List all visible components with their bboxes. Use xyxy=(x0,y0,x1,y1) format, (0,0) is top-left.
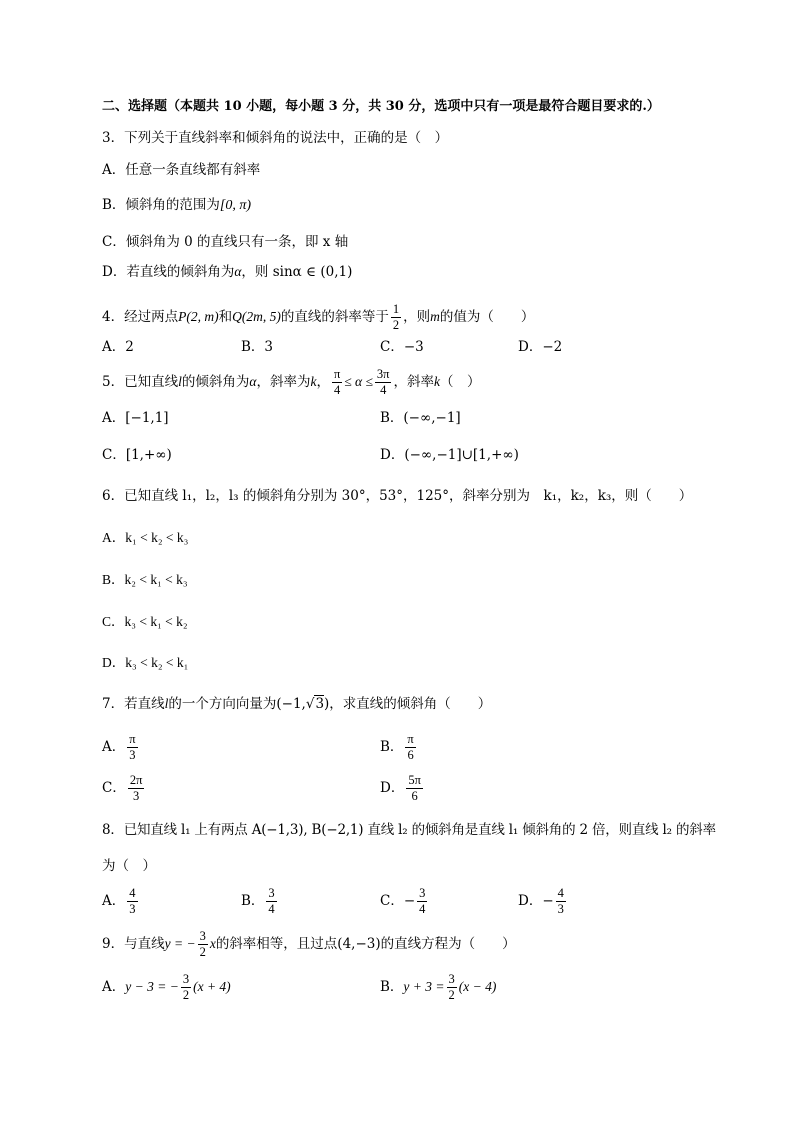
option-fraction xyxy=(127,886,137,917)
question-8-option-b xyxy=(241,884,279,918)
fraction-numerator: 2π xyxy=(129,773,143,787)
fraction-numerator: 1 xyxy=(392,302,400,316)
question-6-option-d: D．k₃ < k₂ < k₁ xyxy=(102,655,189,670)
q7-stem-part1: 7．若直线 xyxy=(102,696,165,712)
fraction-denominator: 2 xyxy=(199,945,206,959)
point-p: P(2, m) xyxy=(178,309,219,324)
q5-stem-part1: 5．已知直线 xyxy=(102,374,179,390)
fraction-numerator: π xyxy=(129,732,136,746)
option-label: B． xyxy=(380,979,404,995)
fraction-numerator: 5π xyxy=(408,773,421,787)
fraction-denominator: 2 xyxy=(448,988,455,1002)
option-fraction xyxy=(406,773,423,804)
option-fraction xyxy=(266,886,276,917)
question-9-stem xyxy=(102,927,516,961)
option-label: D． xyxy=(380,780,405,796)
option-label: C． xyxy=(102,780,126,796)
equation-left: y − 3 = − xyxy=(125,979,179,994)
option-label: A． xyxy=(102,739,126,755)
question-6-option-c: C．k₃ < k₁ < k₂ xyxy=(102,614,188,629)
point-q: Q(2m, 5) xyxy=(232,309,281,324)
line-l: l xyxy=(178,374,182,389)
option-label: B． xyxy=(241,893,265,909)
fraction-denominator: 3 xyxy=(129,748,136,762)
option-fraction xyxy=(128,773,145,804)
option-d-rest: ，则 sinα ∈ (0,1) xyxy=(241,264,353,280)
question-5-option-a: A．[−1,1] xyxy=(102,410,169,426)
question-7-option-a xyxy=(102,730,140,764)
question-8-option-c xyxy=(380,884,429,918)
q9-stem-part2: 的斜率相等，且过点(4,−3)的直线方程为（ ） xyxy=(215,936,516,952)
question-4-option-a: A．2 xyxy=(102,339,134,355)
option-fraction xyxy=(447,972,457,1003)
question-4-option-b: B．3 xyxy=(241,339,274,355)
question-3-stem: 3．下列关于直线斜率和倾斜角的说法中，正确的是（ ） xyxy=(102,130,449,146)
fraction-denominator: 3 xyxy=(557,902,564,916)
equation-right: (x + 4) xyxy=(193,979,231,994)
question-4-option-c: C．−3 xyxy=(380,339,424,355)
question-7-option-b xyxy=(380,730,418,764)
fraction-denominator: 4 xyxy=(419,902,426,916)
option-label: A． xyxy=(102,893,126,909)
option-fraction xyxy=(417,886,427,917)
section-title: 二、选择题（本题共 10 小题，每小题 3 分，共 30 分，选项中只有一项是最符合题目要求的.） xyxy=(102,99,660,114)
lower-bound-fraction xyxy=(332,367,342,398)
fraction-denominator: 6 xyxy=(411,789,418,803)
slope-fraction xyxy=(198,929,208,960)
radicand: 3 xyxy=(315,696,325,712)
fraction-numerator: 3 xyxy=(182,972,190,986)
question-8-stem-line1: 8．已知直线 l₁ 上有两点 A(−1,3), B(−2,1) 直线 l₂ 的倾斜角是直线 l₁ 倾斜角的 2 倍，则直线 l₂ 的斜率 xyxy=(102,822,716,838)
option-fraction xyxy=(405,732,415,763)
question-7-option-d xyxy=(380,771,425,805)
fraction-denominator: 3 xyxy=(129,902,136,916)
fraction-numerator: 3π xyxy=(376,367,390,381)
line-l: l xyxy=(164,696,169,711)
equation-right: (x − 4) xyxy=(458,979,497,994)
option-fraction xyxy=(556,886,566,917)
slope-fraction xyxy=(391,302,401,333)
q5-stem-part3: ，斜率为 xyxy=(256,374,311,390)
fraction-denominator: 2 xyxy=(182,988,190,1002)
question-6-option-b: B．k₂ < k₁ < k₃ xyxy=(102,572,188,587)
fraction-denominator: 4 xyxy=(333,383,341,397)
fraction-numerator: 3 xyxy=(268,886,275,900)
question-3-option-c: C．倾斜角为 0 的直线只有一条，即 x 轴 xyxy=(102,234,349,250)
fraction-numerator: 3 xyxy=(199,929,206,943)
question-3-option-b xyxy=(102,196,251,215)
option-label: A． xyxy=(102,979,126,995)
q5-stem-part2: 的倾斜角为 xyxy=(181,374,250,390)
fraction-numerator: π xyxy=(407,732,414,746)
question-9-option-b xyxy=(380,970,496,1004)
option-d-text: D．若直线的倾斜角为 xyxy=(102,264,235,280)
question-7-stem xyxy=(102,695,491,713)
q5-stem-part5: ，斜率 xyxy=(393,374,434,390)
option-label: D．− xyxy=(518,893,554,909)
slope-k: k xyxy=(433,374,440,389)
variable-x: x xyxy=(209,936,216,951)
option-label: B． xyxy=(380,739,404,755)
question-6-stem: 6．已知直线 l₁，l₂，l₃ 的倾斜角分别为 30°，53°，125°，斜率分别为 k₁，k₂，k₃，则（ ） xyxy=(102,488,693,504)
fraction-numerator: 3 xyxy=(419,886,426,900)
q4-stem-part1: 4．经过两点 xyxy=(102,309,179,325)
equation-left: y = − xyxy=(164,936,196,951)
question-8-stem-line2: 为（ ） xyxy=(102,858,156,874)
question-8-option-d xyxy=(518,884,568,918)
question-7-option-c xyxy=(102,771,146,805)
angle-alpha: α xyxy=(249,374,257,389)
fraction-denominator: 4 xyxy=(380,383,387,397)
fraction-numerator: 4 xyxy=(129,886,136,900)
q5-stem-part6: （ ） xyxy=(439,374,481,390)
question-4-stem xyxy=(102,300,534,334)
q7-stem-part2: 的一个方向向量为(−1, xyxy=(168,696,306,712)
q4-stem-part2: 的直线的斜率等于 xyxy=(280,309,389,325)
sqrt-icon: √ xyxy=(305,696,315,712)
fraction-denominator: 2 xyxy=(392,318,400,332)
question-3-option-d xyxy=(102,263,352,281)
inequality: ≤ α ≤ xyxy=(344,374,373,389)
upper-bound-fraction xyxy=(375,367,392,398)
question-3-option-a: A．任意一条直线都有斜率 xyxy=(102,162,261,178)
option-b-interval: [0, π) xyxy=(219,198,252,213)
option-fraction xyxy=(127,732,137,763)
q4-stem-part3: ，则 xyxy=(403,309,431,325)
option-label: C．− xyxy=(380,893,416,909)
option-fraction xyxy=(181,972,191,1003)
fraction-numerator: 4 xyxy=(557,886,564,900)
question-5-option-c: C．[1,+∞) xyxy=(102,447,172,463)
question-9-option-a xyxy=(102,970,231,1004)
equation-left: y + 3 = xyxy=(403,979,445,994)
q7-stem-part3: )，求直线的倾斜角（ ） xyxy=(324,696,492,712)
q4-and: 和 xyxy=(218,309,233,325)
option-d-alpha: α xyxy=(234,264,242,279)
fraction-denominator: 3 xyxy=(133,789,140,803)
variable-m: m xyxy=(430,309,440,324)
question-4-option-d: D．−2 xyxy=(518,339,563,355)
q5-stem-part4: ， xyxy=(316,374,330,390)
question-8-option-a xyxy=(102,884,140,918)
fraction-numerator: π xyxy=(333,367,341,381)
question-5-option-d: D．(−∞,−1]∪[1,+∞) xyxy=(380,447,519,463)
fraction-numerator: 3 xyxy=(448,972,455,986)
fraction-denominator: 4 xyxy=(268,902,275,916)
question-5-option-b: B．(−∞,−1] xyxy=(380,410,461,426)
fraction-denominator: 6 xyxy=(407,748,414,762)
question-6-option-a: A．k₁ < k₂ < k₃ xyxy=(102,530,189,545)
q4-stem-part4: 的值为（ ） xyxy=(439,309,535,325)
slope-k: k xyxy=(310,374,317,389)
option-b-text: B．倾斜角的范围为 xyxy=(102,197,220,213)
q9-stem-part1: 9．与直线 xyxy=(102,936,165,952)
question-5-stem xyxy=(102,364,480,400)
